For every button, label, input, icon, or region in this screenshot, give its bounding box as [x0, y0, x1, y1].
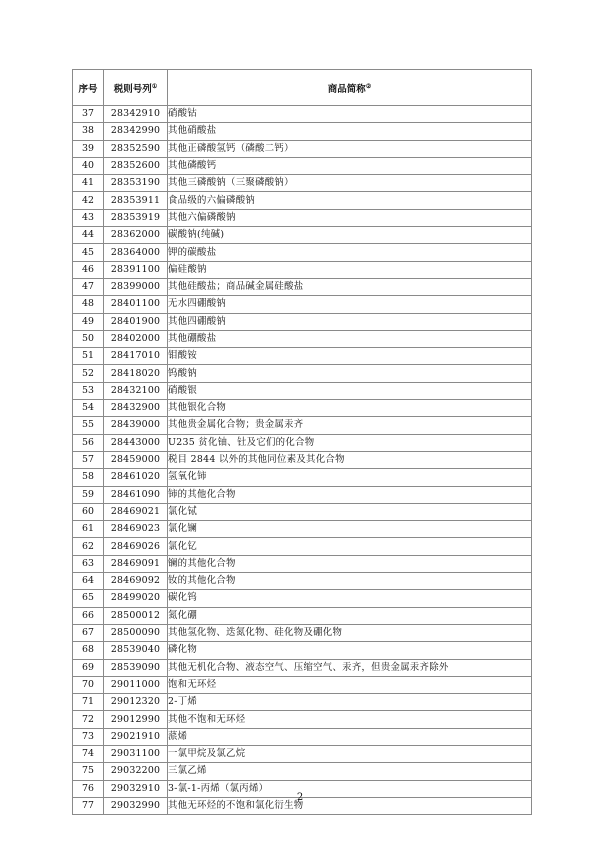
- row-code: 28469092: [104, 573, 168, 590]
- row-name: 钨酸钠: [168, 365, 532, 382]
- row-name: 其他六偏磷酸钠: [168, 209, 532, 226]
- table-row: [73, 278, 532, 295]
- row-name: 其他贵金属化合物；贵金属汞齐: [168, 417, 532, 434]
- row-seq: 64: [73, 573, 104, 590]
- footnote-marker-2: ②: [365, 82, 372, 90]
- row-code: 29012990: [104, 711, 168, 728]
- table-row: [73, 763, 532, 780]
- row-seq: 69: [73, 659, 104, 676]
- row-name: 氯化钇: [168, 538, 532, 555]
- table-row: [73, 296, 532, 313]
- row-name: 氢氧化铈: [168, 469, 532, 486]
- row-seq: 53: [73, 382, 104, 399]
- row-seq: 63: [73, 555, 104, 572]
- row-code: 28353919: [104, 209, 168, 226]
- row-seq: 71: [73, 694, 104, 711]
- table-row: [73, 573, 532, 590]
- row-code: 29032910: [104, 780, 168, 797]
- row-name: 其他无环烃的不饱和氯化衍生物: [168, 797, 532, 814]
- table-row: [73, 244, 532, 261]
- table-row: [73, 590, 532, 607]
- table-row: [73, 503, 532, 520]
- row-name: 镧的其他化合物: [168, 555, 532, 572]
- row-name: 其他磷酸钙: [168, 157, 532, 174]
- row-name: 三氯乙烯: [168, 763, 532, 780]
- row-code: 28539040: [104, 642, 168, 659]
- table-row: [73, 451, 532, 468]
- row-seq: 60: [73, 503, 104, 520]
- row-name: 2-丁烯: [168, 694, 532, 711]
- row-name: 硝酸钴: [168, 106, 532, 123]
- row-code: 28418020: [104, 365, 168, 382]
- row-seq: 66: [73, 607, 104, 624]
- row-seq: 72: [73, 711, 104, 728]
- row-code: 28362000: [104, 227, 168, 244]
- row-seq: 44: [73, 227, 104, 244]
- row-seq: 42: [73, 192, 104, 209]
- table-row: [73, 607, 532, 624]
- table-row: [73, 261, 532, 278]
- row-seq: 76: [73, 780, 104, 797]
- table-row: [73, 694, 532, 711]
- row-name: 食品级的六偏磷酸钠: [168, 192, 532, 209]
- row-seq: 38: [73, 123, 104, 140]
- row-name: 其他银化合物: [168, 400, 532, 417]
- row-name: 钾的碳酸盐: [168, 244, 532, 261]
- table-row: [73, 434, 532, 451]
- row-name: 氯化镧: [168, 521, 532, 538]
- row-seq: 73: [73, 728, 104, 745]
- row-seq: 46: [73, 261, 104, 278]
- table-row: [73, 676, 532, 693]
- row-seq: 37: [73, 106, 104, 123]
- table-row: [73, 209, 532, 226]
- row-seq: 61: [73, 521, 104, 538]
- table-row: [73, 486, 532, 503]
- row-code: 28500090: [104, 624, 168, 641]
- table-row: [73, 624, 532, 641]
- row-seq: 45: [73, 244, 104, 261]
- row-code: 28353911: [104, 192, 168, 209]
- row-code: 28469026: [104, 538, 168, 555]
- row-code: 28402000: [104, 330, 168, 347]
- row-name: 一氯甲烷及氯乙烷: [168, 745, 532, 762]
- row-name: U235 贫化铀、钍及它们的化合物: [168, 434, 532, 451]
- row-seq: 52: [73, 365, 104, 382]
- row-seq: 65: [73, 590, 104, 607]
- row-code: 28459000: [104, 451, 168, 468]
- row-name: 钼酸铵: [168, 348, 532, 365]
- table-header: [73, 70, 532, 106]
- row-name: 蒎烯: [168, 728, 532, 745]
- row-seq: 50: [73, 330, 104, 347]
- row-name: 氯化铽: [168, 503, 532, 520]
- table-row: [73, 365, 532, 382]
- row-name: 碳化钨: [168, 590, 532, 607]
- tariff-table: [72, 69, 532, 815]
- row-code: 28461090: [104, 486, 168, 503]
- row-code: 29021910: [104, 728, 168, 745]
- row-code: 28439000: [104, 417, 168, 434]
- row-seq: 68: [73, 642, 104, 659]
- row-seq: 77: [73, 797, 104, 814]
- row-name: 其他氢化物、迭氮化物、硅化物及硼化物: [168, 624, 532, 641]
- header-row: [73, 70, 532, 106]
- row-name: 碳酸钠(纯碱): [168, 227, 532, 244]
- row-seq: 62: [73, 538, 104, 555]
- row-code: 28399000: [104, 278, 168, 295]
- row-seq: 47: [73, 278, 104, 295]
- table-row: [73, 140, 532, 157]
- row-code: 28417010: [104, 348, 168, 365]
- header-code: 税则号列①: [104, 70, 168, 106]
- page-number: 2: [296, 792, 304, 803]
- row-seq: 58: [73, 469, 104, 486]
- row-name: 硝酸银: [168, 382, 532, 399]
- table-row: [73, 711, 532, 728]
- table-row: [73, 400, 532, 417]
- row-seq: 39: [73, 140, 104, 157]
- row-code: 29011000: [104, 676, 168, 693]
- row-seq: 40: [73, 157, 104, 174]
- row-seq: 43: [73, 209, 104, 226]
- table-row: [73, 417, 532, 434]
- row-code: 28342910: [104, 106, 168, 123]
- row-code: 28469091: [104, 555, 168, 572]
- table-row: [73, 106, 532, 123]
- row-name: 其他三磷酸钠（三聚磷酸钠）: [168, 175, 532, 192]
- row-code: 28352600: [104, 157, 168, 174]
- row-seq: 70: [73, 676, 104, 693]
- row-code: 29032200: [104, 763, 168, 780]
- table-row: [73, 382, 532, 399]
- row-name: 偏硅酸钠: [168, 261, 532, 278]
- row-code: 28401900: [104, 313, 168, 330]
- row-name: 其他硅酸盐；商品碱金属硅酸盐: [168, 278, 532, 295]
- header-seq: 序号: [73, 70, 104, 106]
- row-seq: 54: [73, 400, 104, 417]
- footnote-marker-1: ①: [151, 82, 158, 90]
- row-code: 28432100: [104, 382, 168, 399]
- row-name: 饱和无环烃: [168, 676, 532, 693]
- row-seq: 59: [73, 486, 104, 503]
- row-seq: 41: [73, 175, 104, 192]
- table-row: [73, 642, 532, 659]
- row-name: 其他四硼酸钠: [168, 313, 532, 330]
- row-code: 28364000: [104, 244, 168, 261]
- table-row: [73, 659, 532, 676]
- row-code: 28500012: [104, 607, 168, 624]
- row-name: 其他无机化合物、液态空气、压缩空气、汞齐，但贵金属汞齐除外: [168, 659, 532, 676]
- row-name: 其他硝酸盐: [168, 123, 532, 140]
- row-code: 29031100: [104, 745, 168, 762]
- table-row: [73, 123, 532, 140]
- row-code: 28469023: [104, 521, 168, 538]
- table-row: [73, 745, 532, 762]
- table-row: [73, 157, 532, 174]
- table-row: [73, 555, 532, 572]
- table-row: [73, 330, 532, 347]
- row-seq: 56: [73, 434, 104, 451]
- row-code: 29012320: [104, 694, 168, 711]
- row-code: 28499020: [104, 590, 168, 607]
- row-seq: 49: [73, 313, 104, 330]
- row-code: 28461020: [104, 469, 168, 486]
- row-code: 28401100: [104, 296, 168, 313]
- row-seq: 51: [73, 348, 104, 365]
- row-code: 28432900: [104, 400, 168, 417]
- row-code: 28391100: [104, 261, 168, 278]
- row-name: 氮化硼: [168, 607, 532, 624]
- row-code: 28352590: [104, 140, 168, 157]
- row-code: 28539090: [104, 659, 168, 676]
- row-name: 其他正磷酸氢钙（磷酸二钙）: [168, 140, 532, 157]
- table-row: [73, 175, 532, 192]
- row-name: 无水四硼酸钠: [168, 296, 532, 313]
- row-name: 税目 2844 以外的其他同位素及其化合物: [168, 451, 532, 468]
- table-row: [73, 227, 532, 244]
- row-name: 其他不饱和无环烃: [168, 711, 532, 728]
- row-code: 29032990: [104, 797, 168, 814]
- table-row: [73, 521, 532, 538]
- row-code: 28469021: [104, 503, 168, 520]
- row-seq: 55: [73, 417, 104, 434]
- row-seq: 74: [73, 745, 104, 762]
- table-row: [73, 313, 532, 330]
- row-code: 28443000: [104, 434, 168, 451]
- row-name: 其他硼酸盐: [168, 330, 532, 347]
- table-row: [73, 348, 532, 365]
- row-code: 28342990: [104, 123, 168, 140]
- row-code: 28353190: [104, 175, 168, 192]
- row-seq: 75: [73, 763, 104, 780]
- table-row: [73, 192, 532, 209]
- header-name: 商品简称②: [168, 70, 532, 106]
- table-row: [73, 728, 532, 745]
- row-name: 铈的其他化合物: [168, 486, 532, 503]
- row-seq: 67: [73, 624, 104, 641]
- row-name: 钕的其他化合物: [168, 573, 532, 590]
- table-row: [73, 538, 532, 555]
- row-name: 3-氯-1-丙烯（氯丙烯）: [168, 780, 532, 797]
- row-seq: 57: [73, 451, 104, 468]
- row-seq: 48: [73, 296, 104, 313]
- row-name: 磷化物: [168, 642, 532, 659]
- table-body: [73, 106, 532, 815]
- table-row: [73, 469, 532, 486]
